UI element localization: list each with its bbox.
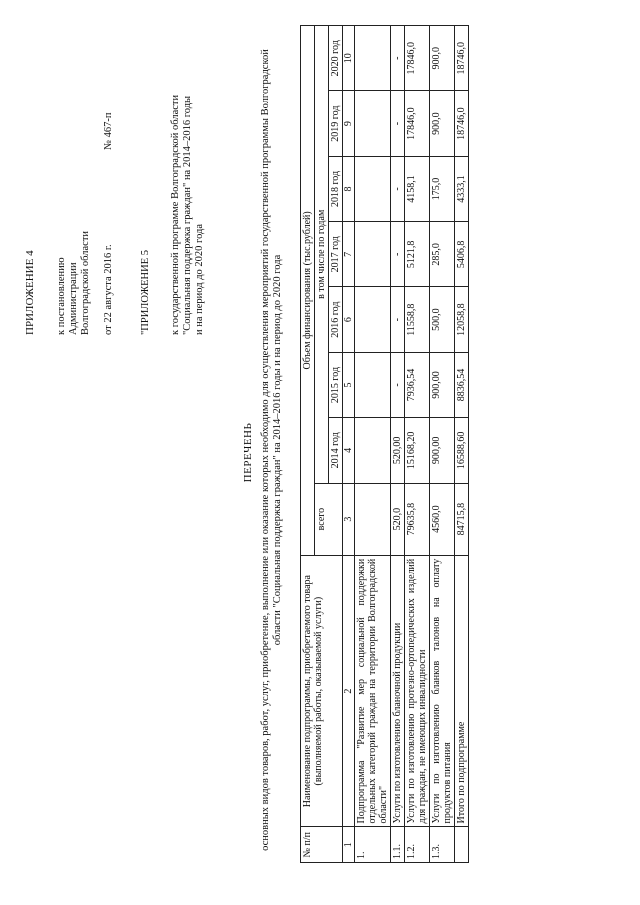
row-value: 17846,0 bbox=[405, 91, 430, 156]
row-value: 18746,0 bbox=[455, 26, 469, 91]
document-subtitle: основных видов товаров, работ, услуг, приобретение, выполнение или оказание которых необходимо для осуществления мероприятий государственной программы Волгоградской области "Социальная поддержка граждан" на 2014–2016 годы и на период до 2020 года bbox=[260, 49, 283, 851]
row-value: - bbox=[391, 287, 405, 352]
row-value: 11558,8 bbox=[405, 287, 430, 352]
program-line-3: и на период до 2020 года bbox=[194, 223, 205, 335]
appendix-label: ПРИЛОЖЕНИЕ 4 bbox=[24, 250, 36, 335]
row-value: 5406,8 bbox=[455, 222, 469, 287]
row-value: - bbox=[391, 26, 405, 91]
row-value: 500,0 bbox=[430, 287, 455, 352]
funding-table bbox=[300, 25, 469, 863]
table-row-total bbox=[455, 26, 469, 863]
row-value: 18746,0 bbox=[455, 91, 469, 156]
header-funding: Объем финансирования (тыс.рублей) bbox=[301, 26, 315, 556]
region-text: Волгоградской области bbox=[80, 230, 91, 335]
row-value: 4333,1 bbox=[455, 156, 469, 221]
row-name: Услуги по изготовлению бланочной продукции bbox=[391, 555, 405, 827]
to-resolution-text: к постановлению bbox=[56, 257, 67, 335]
row-value: 900,00 bbox=[430, 418, 455, 483]
row-number: 1.2. bbox=[405, 827, 430, 863]
row-value: - bbox=[391, 352, 405, 417]
column-number-row bbox=[343, 26, 355, 863]
row-total: 84715,8 bbox=[455, 483, 469, 555]
row-value: 285,0 bbox=[430, 222, 455, 287]
header-year: 2019 год bbox=[329, 91, 343, 156]
appendix5-label: "ПРИЛОЖЕНИЕ 5 bbox=[140, 249, 151, 335]
row-value: 17846,0 bbox=[405, 26, 430, 91]
column-number: 2 bbox=[343, 555, 355, 827]
row-total: 79635,8 bbox=[405, 483, 430, 555]
row-value bbox=[355, 418, 391, 483]
row-name: Услуги по изготовлению протезно-ортопедических изделий для граждан, не имеющих инвалидности bbox=[405, 555, 430, 827]
header-name: Наименование подпрограммы, приобретаемого товара (выполняемой работы, оказываемой услуги) bbox=[301, 555, 343, 827]
row-number: 1.1. bbox=[391, 827, 405, 863]
row-value: - bbox=[391, 156, 405, 221]
header-year: 2018 год bbox=[329, 156, 343, 221]
row-value: - bbox=[391, 91, 405, 156]
row-name: Итого по подпрограмме bbox=[455, 555, 469, 827]
row-value: 8836,54 bbox=[455, 352, 469, 417]
column-number: 3 bbox=[343, 483, 355, 555]
row-total bbox=[355, 483, 391, 555]
row-value bbox=[355, 91, 391, 156]
column-number: 4 bbox=[343, 418, 355, 483]
document-title: ПЕРЕЧЕНЬ bbox=[242, 422, 254, 483]
row-value: 900,0 bbox=[430, 91, 455, 156]
row-value: 12058,8 bbox=[455, 287, 469, 352]
column-number: 9 bbox=[343, 91, 355, 156]
column-number: 6 bbox=[343, 287, 355, 352]
date-line: от 22 августа 2016 г. bbox=[103, 244, 114, 335]
row-value: 16588,60 bbox=[455, 418, 469, 483]
row-value: 7936,54 bbox=[405, 352, 430, 417]
header-year: 2020 год bbox=[329, 26, 343, 91]
header-year: 2016 год bbox=[329, 287, 343, 352]
row-value bbox=[355, 287, 391, 352]
row-value bbox=[355, 26, 391, 91]
row-number: 1.3. bbox=[430, 827, 455, 863]
header-by-year: в том числе по годам bbox=[315, 26, 329, 484]
row-value: 4158,1 bbox=[405, 156, 430, 221]
row-value bbox=[355, 352, 391, 417]
column-number: 7 bbox=[343, 222, 355, 287]
table-row bbox=[355, 26, 391, 863]
row-value: 900,0 bbox=[430, 26, 455, 91]
row-value: 900,00 bbox=[430, 352, 455, 417]
document-number: № 467-п bbox=[103, 112, 114, 150]
row-total: 4560,0 bbox=[430, 483, 455, 555]
column-number: 8 bbox=[343, 156, 355, 221]
row-name: Подпрограмма "Развитие мер социальной поддержки отдельных категорий граждан на территории Волгоградской области" bbox=[355, 555, 391, 827]
administration-text: Администрации bbox=[68, 262, 79, 335]
header-total: всего bbox=[315, 483, 343, 555]
header-year: 2015 год bbox=[329, 352, 343, 417]
column-number: 10 bbox=[343, 26, 355, 91]
column-number: 1 bbox=[343, 827, 355, 863]
row-total: 520,0 bbox=[391, 483, 405, 555]
row-number bbox=[455, 827, 469, 863]
row-value: 175,0 bbox=[430, 156, 455, 221]
row-value: 5121,8 bbox=[405, 222, 430, 287]
table-row bbox=[430, 26, 455, 863]
table-row bbox=[405, 26, 430, 863]
program-line-2: "Социальная поддержка граждан" на 2014–2016 годы bbox=[182, 95, 193, 335]
row-value bbox=[355, 156, 391, 221]
header-year: 2014 год bbox=[329, 418, 343, 483]
program-line-1: к государственной программе Волгоградской области bbox=[170, 94, 181, 335]
table-row bbox=[391, 26, 405, 863]
header-year: 2017 год bbox=[329, 222, 343, 287]
column-number: 5 bbox=[343, 352, 355, 417]
row-number: 1. bbox=[355, 827, 391, 863]
header-no: № п/п bbox=[301, 827, 343, 863]
row-value: - bbox=[391, 222, 405, 287]
row-value: 15168,20 bbox=[405, 418, 430, 483]
row-value bbox=[355, 222, 391, 287]
row-name: Услуги по изготовлению бланков талонов на оплату продуктов питания bbox=[430, 555, 455, 827]
table-header-row bbox=[301, 26, 315, 863]
row-value: 520,00 bbox=[391, 418, 405, 483]
